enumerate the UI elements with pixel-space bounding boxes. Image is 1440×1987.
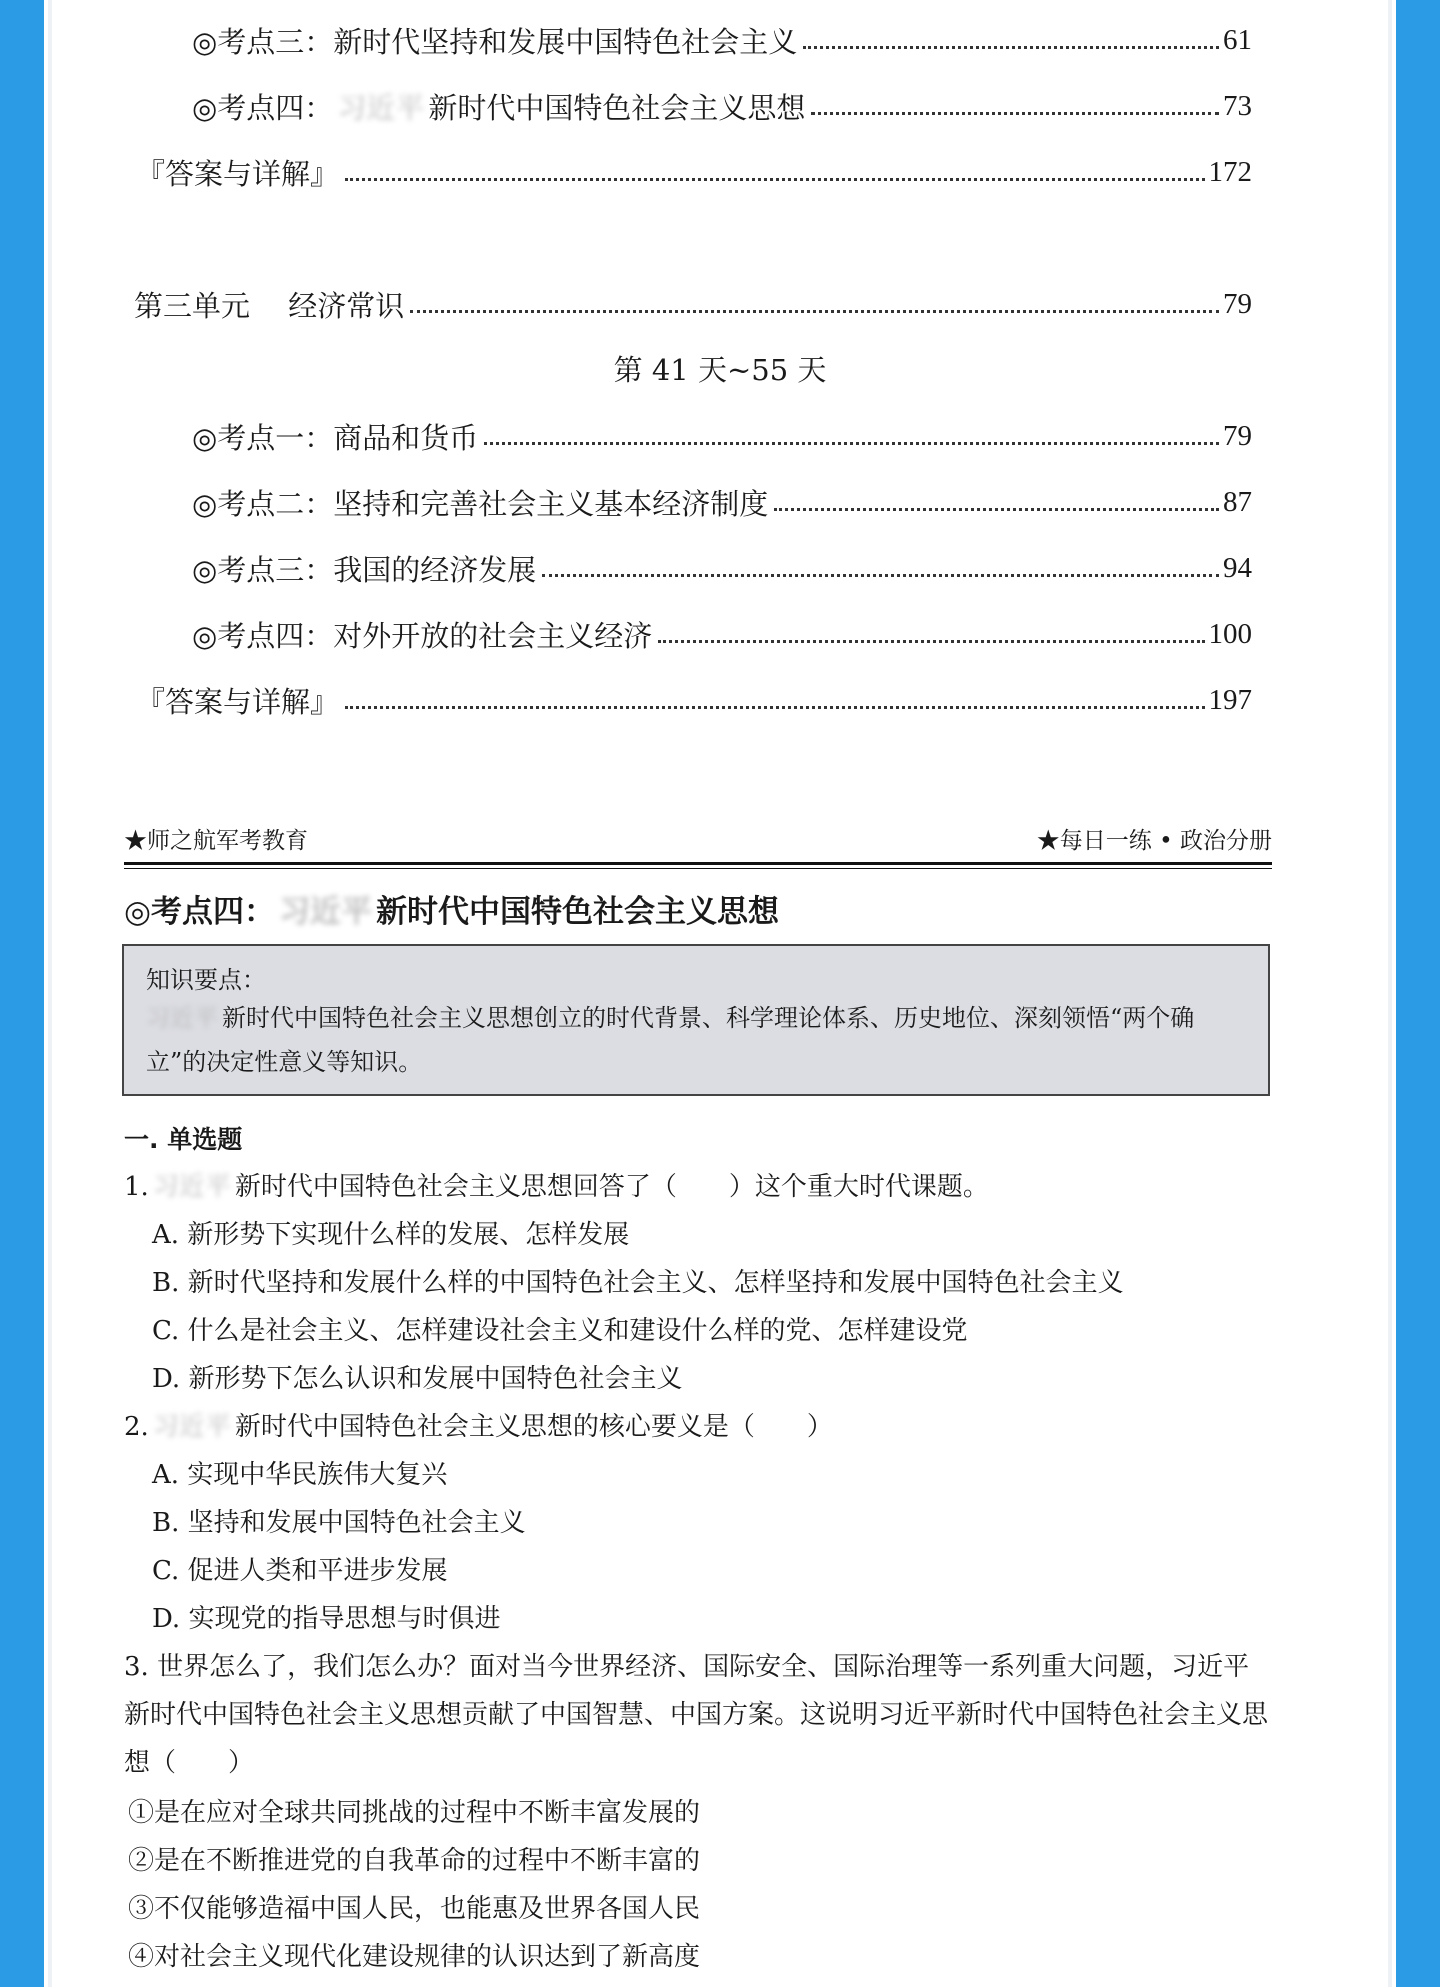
- toc-dot-leader: [803, 46, 1219, 49]
- toc-days-range: 第 41 天~55 天: [613, 353, 827, 387]
- toc-entry: [192, 82, 1252, 130]
- toc-page-number: 100: [1208, 617, 1252, 650]
- toc-dot-leader: [542, 574, 1219, 577]
- toc-dot-leader: [484, 442, 1219, 445]
- blurred-name: 习近平: [152, 1412, 231, 1442]
- toc-page-number: 172: [1208, 155, 1252, 188]
- toc-page-number: 94: [1223, 551, 1252, 584]
- knowledge-title: 知识要点：: [146, 966, 266, 994]
- toc-unit-label: 第三单元 经济常识: [134, 288, 405, 323]
- header-book-title: ★每日一练 • 政治分册: [1036, 827, 1272, 854]
- toc-page-number: 73: [1223, 89, 1252, 122]
- answer-option: D. 新形势下怎么认识和发展中国特色社会主义: [152, 1364, 683, 1394]
- knowledge-body: 习近平 新时代中国特色社会主义思想创立的时代背景、科学理论体系、历史地位、深刻领悟“两个确立”的决定性意义等知识。: [146, 996, 1246, 1084]
- answer-option: B. 坚持和发展中国特色社会主义: [152, 1508, 526, 1538]
- blurred-name: 习近平: [337, 90, 425, 125]
- toc-page-number: 79: [1223, 287, 1252, 320]
- toc-dot-leader: [811, 112, 1219, 115]
- question-stem: 3. 世界怎么了，我们怎么办？面对当今世界经济、国际安全、国际治理等一系列重大问题，习近平新时代中国特色社会主义思想贡献了中国智慧、中国方案。这说明习近平新时代中国特色社会主义思想（ ）: [124, 1652, 1269, 1778]
- toc-entry-label: 『答案与详解』: [136, 156, 340, 191]
- statement-item: ④对社会主义现代化建设规律的认识达到了新高度: [128, 1942, 701, 1972]
- header-rule-thick: [124, 862, 1272, 865]
- header-rule-thin: [124, 868, 1272, 869]
- toc-entry-label: ◎考点三：新时代坚持和发展中国特色社会主义: [192, 24, 798, 59]
- answer-option: A. 实现中华民族伟大复兴: [152, 1460, 448, 1490]
- knowledge-points-box: [122, 944, 1270, 1096]
- statement-item: ①是在应对全球共同挑战的过程中不断丰富发展的: [128, 1798, 701, 1828]
- toc-entry-label: ◎考点四：对外开放的社会主义经济: [192, 618, 653, 653]
- toc-entry-label: ◎考点一：商品和货币: [192, 420, 479, 455]
- toc-entry: [192, 412, 1252, 460]
- toc-page-number: 87: [1223, 485, 1252, 518]
- right-frame-border: [1392, 0, 1440, 1987]
- toc-page-number: 79: [1223, 419, 1252, 452]
- toc-dot-leader: [345, 706, 1204, 709]
- toc-entry-label: 『答案与详解』: [136, 684, 340, 719]
- header-publisher: ★师之航军考教育: [124, 827, 308, 854]
- statement-item: ②是在不断推进党的自我革命的过程中不断丰富的: [128, 1846, 701, 1876]
- answer-option: D. 实现党的指导思想与时俱进: [152, 1604, 501, 1634]
- question-section-heading: 一. 单选题: [124, 1125, 243, 1154]
- blurred-name: 习近平: [146, 1004, 218, 1032]
- toc-entry: [192, 610, 1252, 658]
- toc-unit-entry: [134, 280, 1252, 328]
- blurred-name: 习近平: [152, 1172, 231, 1202]
- section-title: ◎考点四： 习近平 新时代中国特色社会主义思想: [124, 886, 779, 931]
- statement-item: ③不仅能够造福中国人民，也能惠及世界各国人民: [128, 1894, 701, 1924]
- toc-entry-label: ◎考点三：我国的经济发展: [192, 552, 537, 587]
- toc-entry: [192, 544, 1252, 592]
- toc-answers-entry: [136, 148, 1252, 196]
- toc-entry: [192, 16, 1252, 64]
- answer-option: A. 新形势下实现什么样的发展、怎样发展: [152, 1220, 630, 1250]
- toc-page-number: 197: [1208, 683, 1252, 716]
- question-stem: 1. 习近平 新时代中国特色社会主义思想回答了（ ）这个重大时代课题。: [124, 1163, 1272, 1211]
- toc-entry: [192, 478, 1252, 526]
- toc-entry-label: ◎考点四： 习近平 新时代中国特色社会主义思想: [192, 86, 805, 127]
- toc-dot-leader: [774, 508, 1219, 511]
- toc-page-number: 61: [1223, 23, 1252, 56]
- answer-option: C. 促进人类和平进步发展: [152, 1556, 448, 1586]
- page-header: [124, 822, 1272, 854]
- toc-dot-leader: [345, 178, 1204, 181]
- toc-dot-leader: [658, 640, 1204, 643]
- document-page: [52, 0, 1388, 1987]
- answer-option: B. 新时代坚持和发展什么样的中国特色社会主义、怎样坚持和发展中国特色社会主义: [152, 1268, 1124, 1298]
- toc-dot-leader: [410, 310, 1219, 313]
- blurred-name: 习近平: [279, 894, 373, 930]
- toc-answers-entry: [136, 676, 1252, 724]
- answer-option: C. 什么是社会主义、怎样建设社会主义和建设什么样的党、怎样建设党: [152, 1316, 968, 1346]
- question-stem: 2. 习近平 新时代中国特色社会主义思想的核心要义是（ ）: [124, 1403, 1272, 1451]
- left-frame-border: [0, 0, 48, 1987]
- toc-entry-label: ◎考点二：坚持和完善社会主义基本经济制度: [192, 486, 769, 521]
